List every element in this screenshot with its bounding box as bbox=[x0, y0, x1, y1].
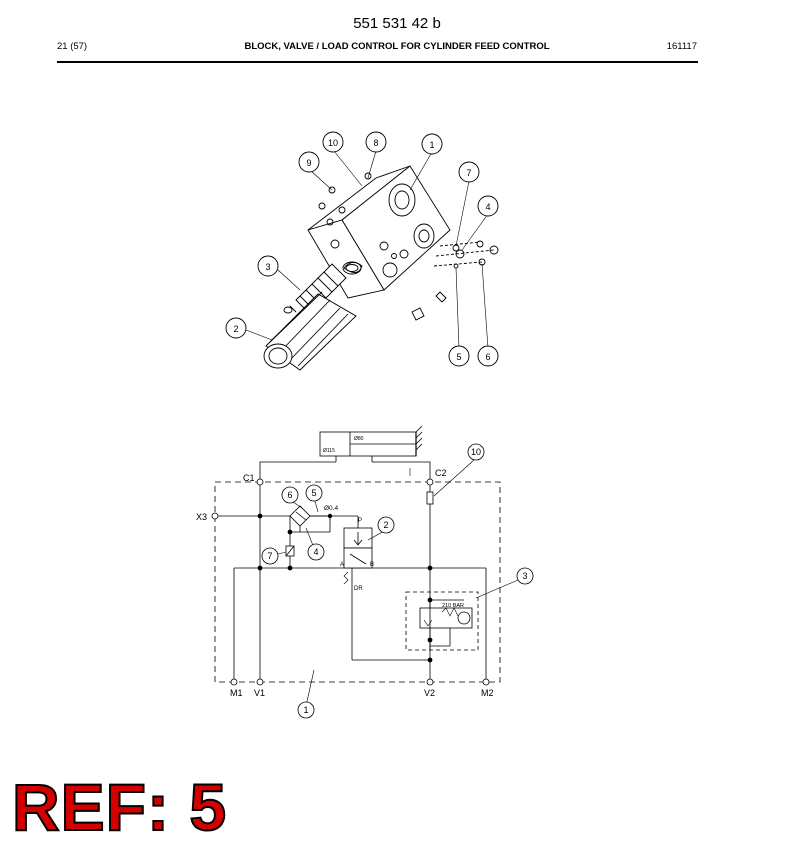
port-c1: C1 bbox=[243, 473, 255, 483]
reference-label: REF: 5 bbox=[12, 770, 228, 844]
callout-6: 6 bbox=[485, 352, 491, 362]
valve-port-dr: DR bbox=[354, 586, 363, 592]
cylinder-rod: Ø80 bbox=[354, 436, 364, 442]
schematic-callout-7: 7 bbox=[267, 551, 273, 561]
valve-port-b: B bbox=[370, 562, 375, 568]
directional-valve bbox=[330, 516, 430, 660]
relief-valve bbox=[406, 592, 478, 650]
valve-port-a: A bbox=[340, 562, 345, 568]
document-number: 551 531 42 b bbox=[353, 15, 441, 32]
callout-7: 7 bbox=[466, 168, 472, 178]
schematic-callout-2: 2 bbox=[383, 520, 389, 530]
callout-9: 9 bbox=[306, 158, 312, 168]
schematic-callout-10: 10 bbox=[470, 447, 482, 457]
page-title: BLOCK, VALVE / LOAD CONTROL FOR CYLINDER FEED CONTROL bbox=[244, 41, 550, 52]
callout-8: 8 bbox=[373, 138, 379, 148]
exploded-view bbox=[226, 132, 498, 370]
callout-2: 2 bbox=[233, 324, 239, 334]
document-code: 161117 bbox=[666, 41, 697, 52]
port-x3: X3 bbox=[196, 512, 208, 522]
port-v1: V1 bbox=[254, 688, 266, 698]
port-c2: C2 bbox=[435, 468, 447, 478]
relief-setting: 210 BAR bbox=[442, 603, 465, 609]
callout-10: 10 bbox=[327, 138, 339, 148]
schematic-callout-6: 6 bbox=[287, 490, 293, 500]
port-m2: M2 bbox=[481, 688, 494, 698]
port-v2: V2 bbox=[424, 688, 436, 698]
schematic-callout-5: 5 bbox=[311, 488, 317, 498]
page-number: 21 (57) bbox=[57, 41, 88, 52]
callout-1: 1 bbox=[429, 140, 435, 150]
orifice-label: Ø0.4 bbox=[324, 505, 339, 512]
callout-3: 3 bbox=[265, 262, 271, 272]
block-boundary bbox=[215, 482, 500, 682]
port-c2-filter bbox=[427, 492, 433, 504]
schematic-callout-3: 3 bbox=[522, 571, 528, 581]
callout-5: 5 bbox=[456, 352, 462, 362]
cylinder bbox=[320, 426, 422, 462]
schematic-callout-4: 4 bbox=[313, 547, 319, 557]
cartridge-sleeve bbox=[264, 292, 356, 370]
hydraulic-schematic bbox=[212, 426, 533, 718]
cylinder-bore: Ø115 bbox=[323, 448, 335, 454]
schematic-callout-1: 1 bbox=[303, 705, 309, 715]
port-m1: M1 bbox=[230, 688, 243, 698]
valve-port-p: P bbox=[358, 518, 363, 524]
callout-4: 4 bbox=[485, 202, 491, 212]
